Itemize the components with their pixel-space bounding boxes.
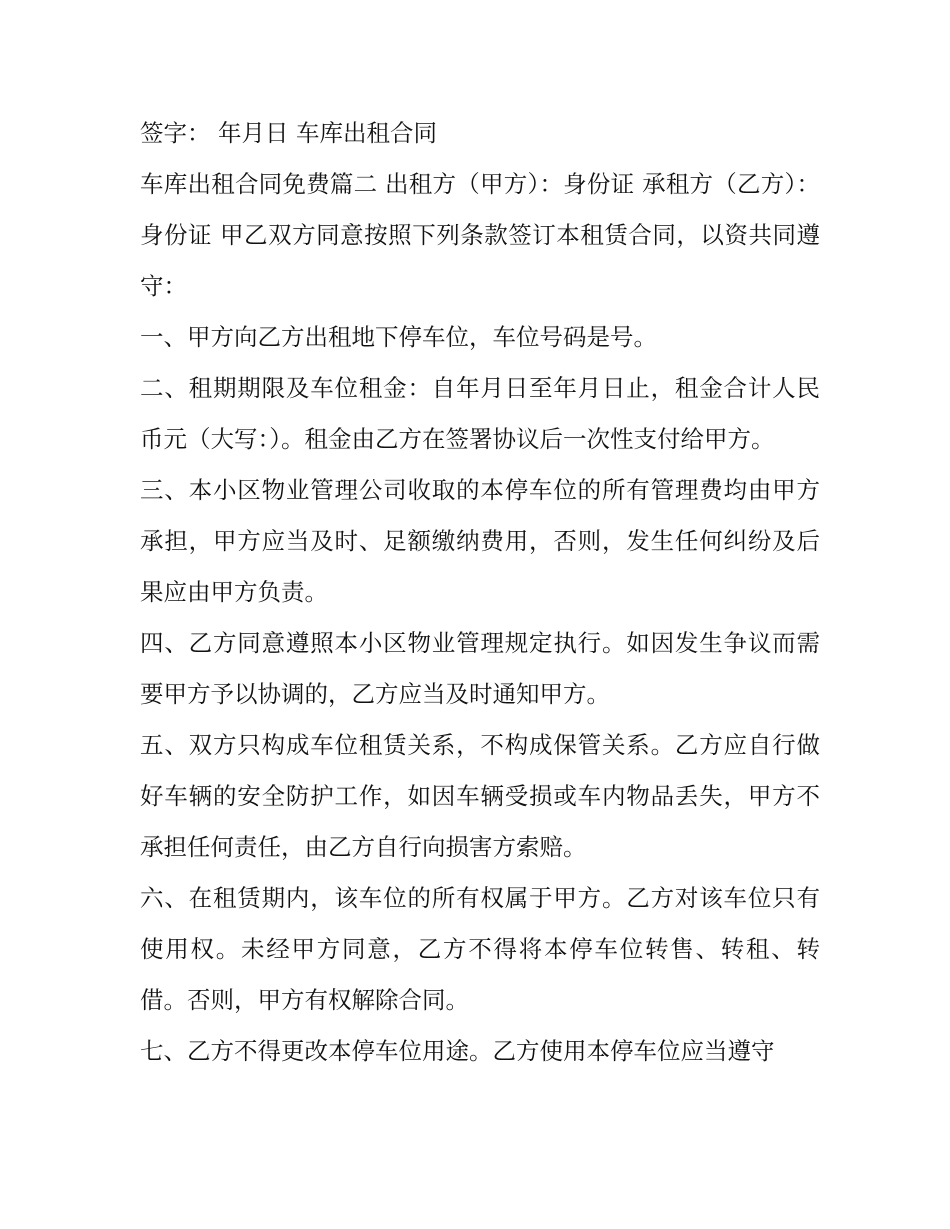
parties-paragraph: 车库出租合同免费篇二 出租方（甲方）：身份证 承租方（乙方）：身份证 甲乙双方同意按照下列条款签订本租赁合同，以资共同遵守：	[140, 170, 820, 300]
document-body	[140, 108, 820, 1077]
clause-5: 五、双方只构成车位租赁关系，不构成保管关系。乙方应自行做好车辆的安全防护工作，如因车辆受损或车内物品丢失，甲方不承担任何责任，由乙方自行向损害方索赔。	[140, 731, 820, 861]
clause-1: 一、甲方向乙方出租地下停车位，车位号码是号。	[140, 323, 657, 351]
clause-3: 三、本小区物业管理公司收取的本停车位的所有管理费均由甲方承担，甲方应当及时、足额缴纳费用，否则，发生任何纠纷及后果应由甲方负责。	[140, 476, 820, 606]
clause-7: 七、乙方不得更改本停车位用途。乙方使用本停车位应当遵守	[140, 1037, 775, 1065]
clause-4: 四、乙方同意遵照本小区物业管理规定执行。如因发生争议而需要甲方予以协调的，乙方应当及时通知甲方。	[140, 629, 820, 708]
clause-2: 二、租期期限及车位租金：自年月日至年月日止，租金合计人民币元（大写：）。租金由乙方在签署协议后一次性支付给甲方。	[140, 374, 820, 453]
signature-date-title-line: 签字： 年月日 车库出租合同	[140, 119, 437, 147]
clause-6: 六、在租赁期内，该车位的所有权属于甲方。乙方对该车位只有使用权。未经甲方同意，乙方不得将本停车位转售、转租、转借。否则，甲方有权解除合同。	[140, 884, 820, 1014]
